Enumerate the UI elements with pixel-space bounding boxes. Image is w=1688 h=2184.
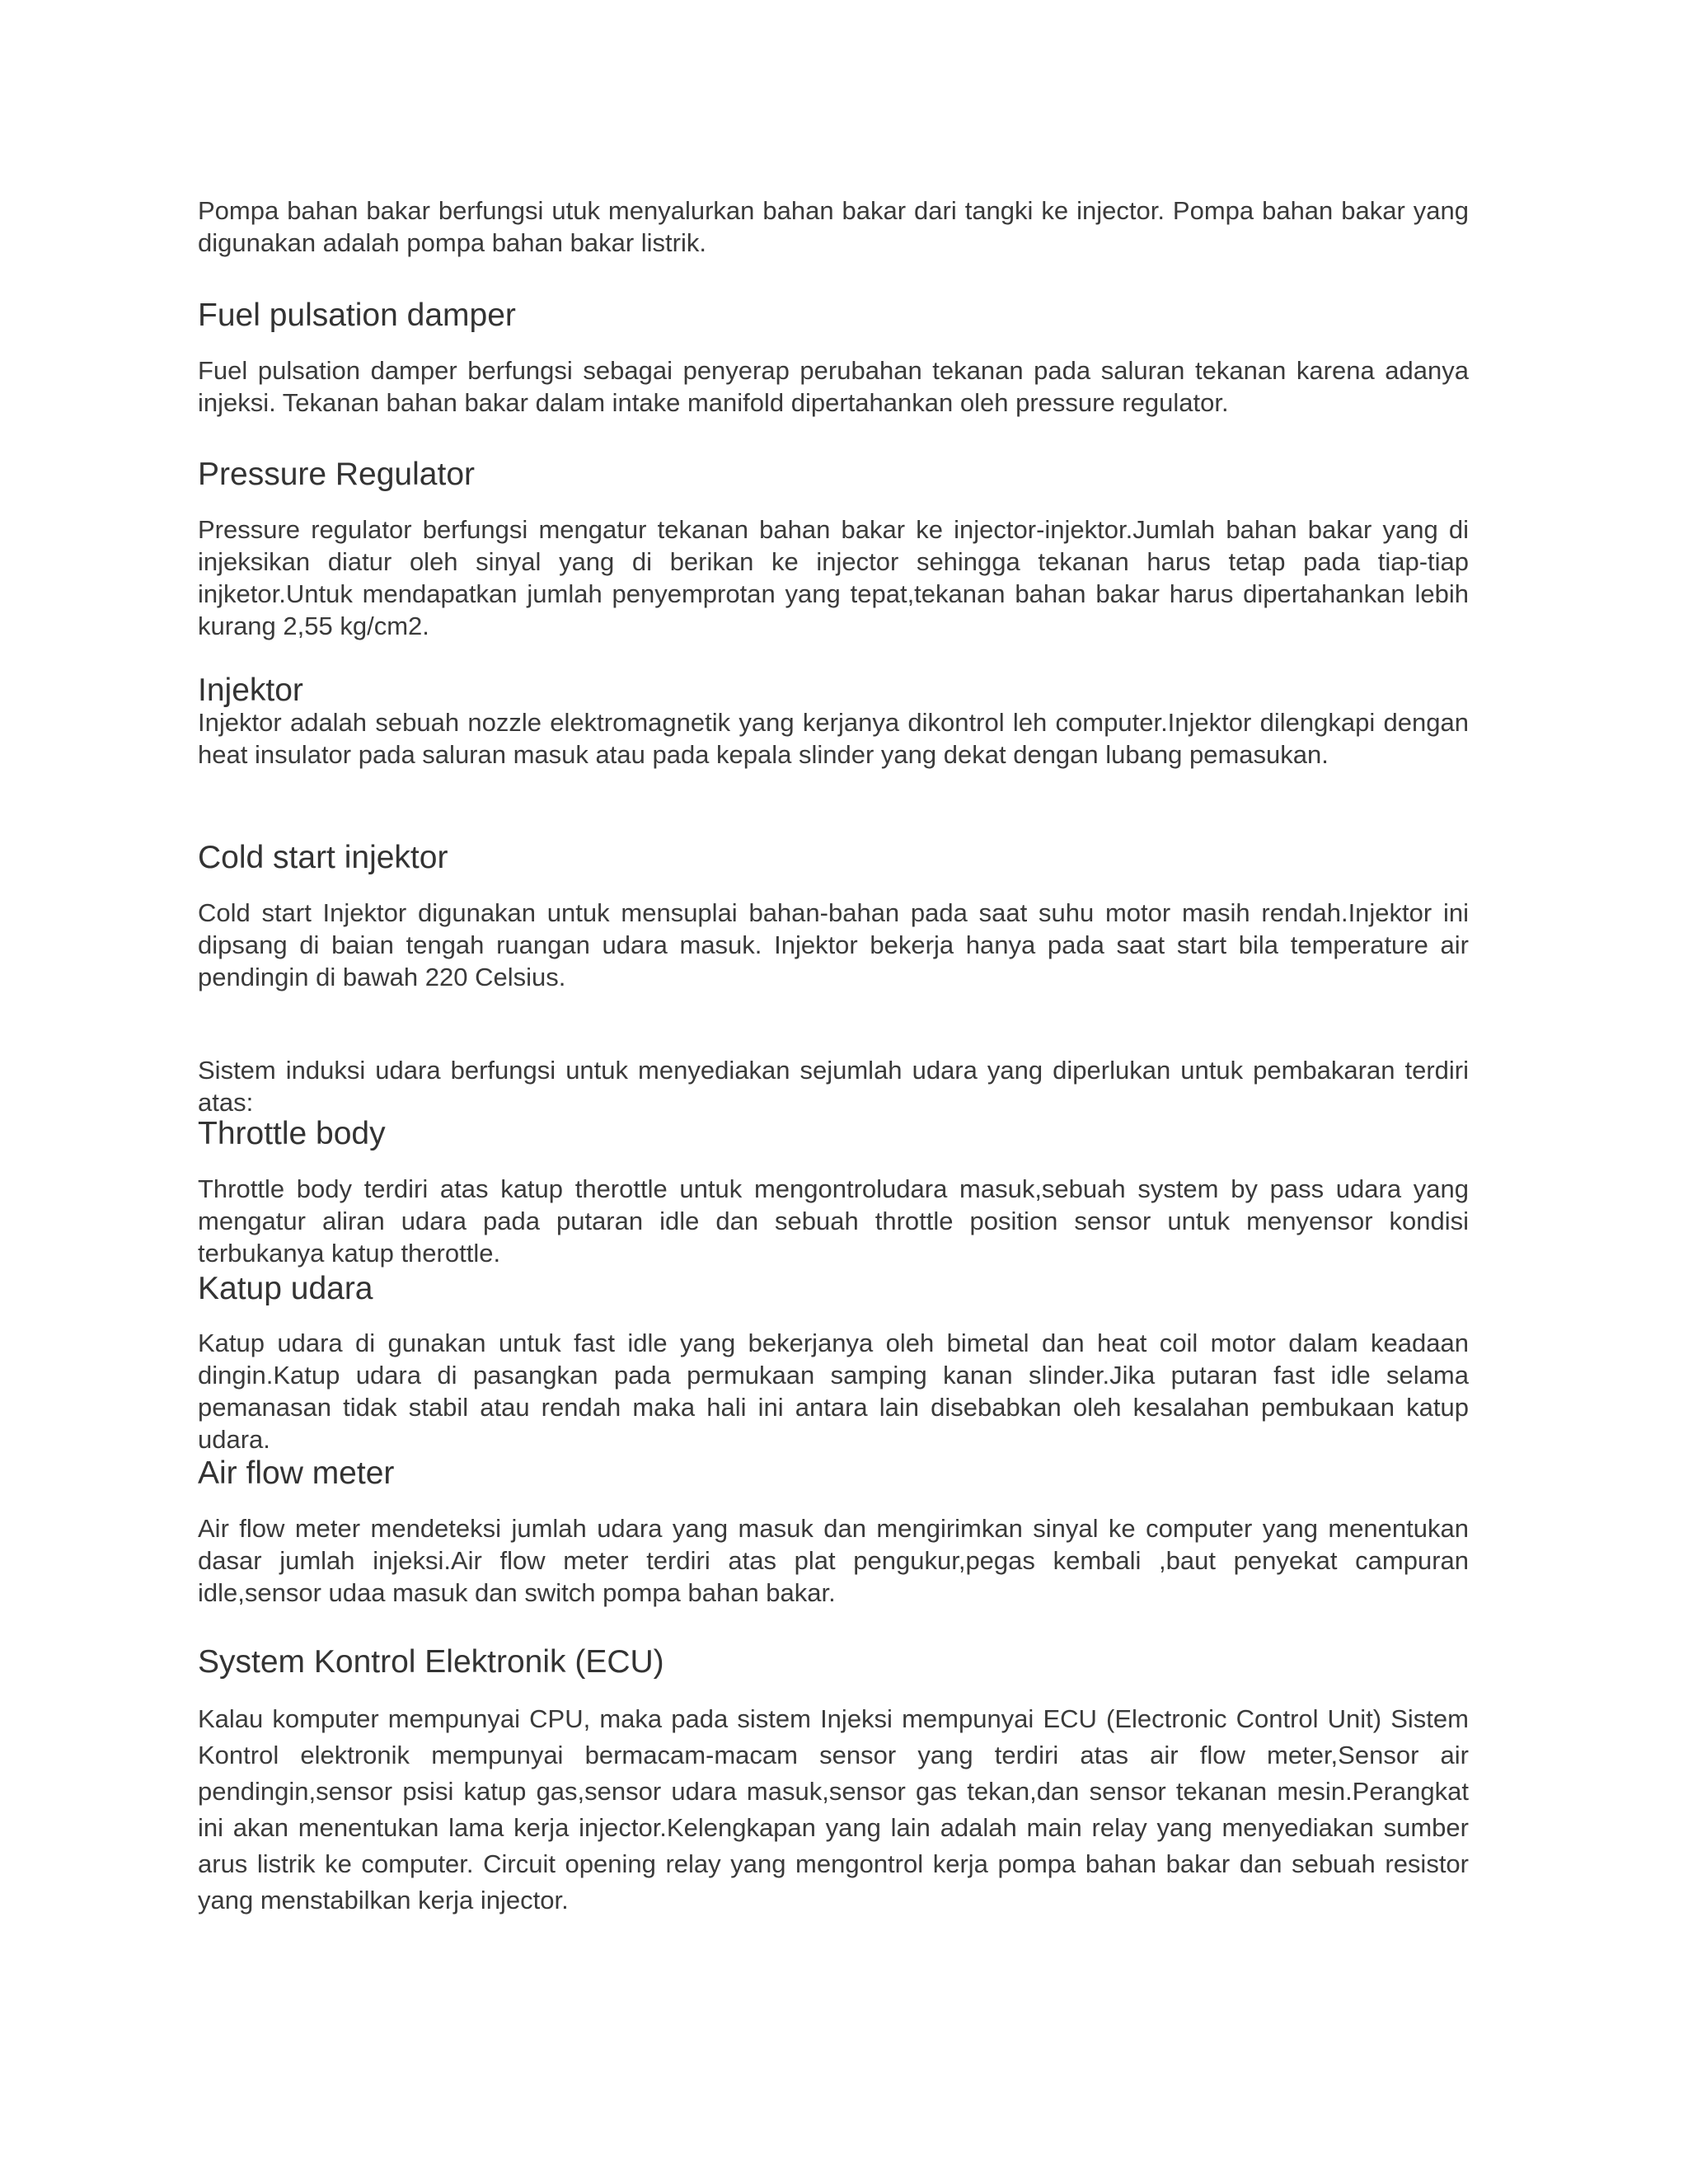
paragraph-cold-start-injektor: Cold start Injektor digunakan untuk mensuplai bahan-bahan pada saat suhu motor masih rendah.Injektor ini dipsang di baian tengah ruangan udara masuk. Injektor bekerja hanya pada saat start bila temperature air pendingin di bawah 220 Celsius. <box>198 898 1469 991</box>
heading-injektor: Injektor <box>198 673 303 708</box>
heading-cold-start-injektor: Cold start injektor <box>198 840 448 875</box>
paragraph-katup-udara: Katup udara di gunakan untuk fast idle yang bekerjanya oleh bimetal dan heat coil motor dalam keadaan dingin.Katup udara di pasangkan pada permukaan samping kanan slinder.Jika putaran fast idle selama pemanasan tidak stabil atau rendah maka hali ini antara lain disebabkan oleh kesalahan pembukaan katup udara. <box>198 1329 1469 1454</box>
paragraph-air-flow-meter: Air flow meter mendeteksi jumlah udara yang masuk dan mengirimkan sinyal ke computer yang menentukan dasar jumlah injeksi.Air flow meter terdiri atas plat pengukur,pegas kembali ,baut penyekat campuran idle,sensor udaa masuk dan switch pompa bahan bakar. <box>198 1514 1469 1607</box>
paragraph-air-intake-intro: Sistem induksi udara berfungsi untuk menyediakan sejumlah udara yang diperlukan untuk pembakaran terdiri atas: <box>198 1056 1469 1117</box>
paragraph-throttle-body: Throttle body terdiri atas katup therottle untuk mengontroludara masuk,sebuah system by pass udara yang mengatur aliran udara pada putaran idle dan sebuah throttle position sensor untuk menyensor kondisi terbukanya katup therottle. <box>198 1174 1469 1268</box>
heading-throttle-body: Throttle body <box>198 1116 386 1151</box>
heading-air-flow-meter: Air flow meter <box>198 1455 395 1491</box>
heading-fuel-pulsation-damper: Fuel pulsation damper <box>198 298 516 333</box>
paragraph-injektor: Injektor adalah sebuah nozzle elektromagnetik yang kerjanya dikontrol leh computer.Injektor dilengkapi dengan heat insulator pada saluran masuk atau pada kepala slinder yang dekat dengan lubang pemasukan. <box>198 708 1469 769</box>
paragraph-pressure-regulator: Pressure regulator berfungsi mengatur tekanan bahan bakar ke injector-injektor.Jumlah bahan bakar yang di injeksikan diatur oleh sinyal yang di berikan ke injector sehingga tekanan harus tetap pada tiap-tiap injketor.Untuk mendapatkan jumlah penyemprotan yang tepat,tekanan bahan bakar harus dipertahankan lebih kurang 2,55 kg/cm2. <box>198 515 1469 640</box>
intro-paragraph: Pompa bahan bakar berfungsi utuk menyalurkan bahan bakar dari tangki ke injector. Pompa bahan bakar yang digunakan adalah pompa bahan bakar listrik. <box>198 196 1469 257</box>
heading-ecu: System Kontrol Elektronik (ECU) <box>198 1644 664 1680</box>
paragraph-fuel-pulsation-damper: Fuel pulsation damper berfungsi sebagai penyerap perubahan tekanan pada saluran tekanan karena adanya injeksi. Tekanan bahan bakar dalam intake manifold dipertahankan oleh pressure regulator. <box>198 356 1469 417</box>
heading-katup-udara: Katup udara <box>198 1271 373 1306</box>
heading-pressure-regulator: Pressure Regulator <box>198 457 475 492</box>
paragraph-ecu: Kalau komputer mempunyai CPU, maka pada sistem Injeksi mempunyai ECU (Electronic Control Unit) Sistem Kontrol elektronik mempunyai bermacam-macam sensor yang terdiri atas air flow meter,Sensor air pendingin,sensor psisi katup gas,sensor udara masuk,sensor gas tekan,dan sensor tekanan mesin.Perangkat ini akan menentukan lama kerja injector.Kelengkapan yang lain adalah main relay yang menyediakan sumber arus listrik ke computer. Circuit opening relay yang mengontrol kerja pompa bahan bakar dan sebuah resistor yang menstabilkan kerja injector. <box>198 1704 1469 1915</box>
